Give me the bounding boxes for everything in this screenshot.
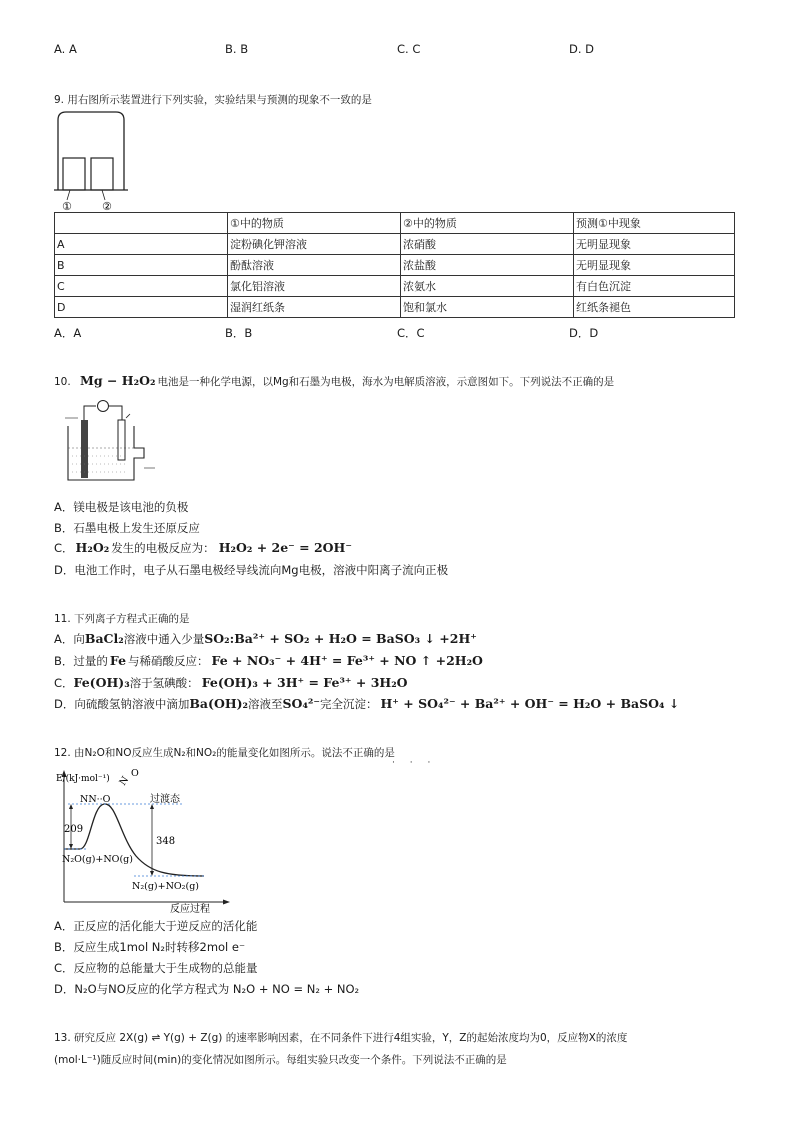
q11-option-c: C．Fe(OH)₃溶于氢碘酸： Fe(OH)₃ + 3H⁺ = Fe³⁺ + 3H₂O — [54, 675, 408, 690]
table-cell: 无明显现象 — [574, 255, 735, 276]
q10-option-c-equation: H₂O₂ + 2e⁻ = 2OH⁻ — [218, 540, 352, 555]
chart-ylabel: E/(kJ·mol⁻¹) — [56, 774, 110, 784]
table-row — [55, 276, 735, 297]
q10-option-c-formula: H₂O₂ — [75, 540, 110, 555]
q12-energy-diagram — [54, 764, 244, 914]
chart-xlabel: 反应过程 — [170, 904, 210, 914]
table-cell: 无明显现象 — [574, 234, 735, 255]
q9-stem: 9. 用右图所示装置进行下列实验，实验结果与预测的现象不一致的是 — [54, 94, 372, 106]
transition-state-o: O — [131, 768, 139, 779]
table-cell: 红纸条褪色 — [574, 297, 735, 318]
q9-option-a: A．A — [54, 326, 82, 340]
ea-reverse-label: 348 — [156, 836, 176, 847]
q10-option-c-prefix: C． — [54, 541, 74, 555]
energy-curve — [64, 804, 204, 876]
reactants-label: N₂O(g)+NO(g) — [62, 854, 133, 865]
q10-cell-diagram — [60, 396, 160, 488]
transition-state-n: N — [117, 774, 132, 788]
q9-apparatus-diagram — [54, 108, 134, 212]
q11-stem: 11. 下列离子方程式正确的是 — [54, 613, 190, 625]
q12-emphasis-dots: · · · — [392, 758, 437, 768]
q11-option-d: D．向硫酸氢钠溶液中滴加Ba(OH)₂溶液至SO₄²⁻完全沉淀： H⁺ + SO₄²⁻ + Ba²⁺ + OH⁻ = H₂O + BaSO₄ ↓ — [54, 696, 680, 711]
table-row — [55, 297, 735, 318]
q10-option-b: B．石墨电极上发生还原反应 — [54, 521, 200, 535]
table-cell: B — [55, 255, 228, 276]
table-header-cell: ②中的物质 — [401, 213, 574, 234]
table-header-row — [55, 213, 735, 234]
products-label: N₂(g)+NO₂(g) — [132, 881, 199, 892]
q10-option-c — [54, 540, 352, 556]
table-cell: 湿润红纸条 — [228, 297, 401, 318]
q12-stem: 12. 由N₂O和NO反应生成N₂和NO₂的能量变化如图所示。说法不正确的是 — [54, 747, 395, 759]
table-header-cell: 预测①中现象 — [574, 213, 735, 234]
table-cell: 氯化铝溶液 — [228, 276, 401, 297]
table-row — [55, 234, 735, 255]
table-cell: 有白色沉淀 — [574, 276, 735, 297]
q10-option-c-text: 发生的电极反应为： — [111, 541, 215, 555]
q8-option-a: A. A — [54, 42, 77, 56]
q12-option-d: D．N₂O与NO反应的化学方程式为 N₂O + NO = N₂ + NO₂ — [54, 982, 360, 996]
table-header-cell: ①中的物质 — [228, 213, 401, 234]
table-cell: 淀粉碘化钾溶液 — [228, 234, 401, 255]
q9-option-d: D．D — [569, 326, 599, 340]
q11-option-a: A．向BaCl₂溶液中通入少量SO₂:Ba²⁺ + SO₂ + H₂O = BaSO₃ ↓ +2H⁺ — [54, 631, 477, 646]
table-row — [55, 255, 735, 276]
table-cell: D — [55, 297, 228, 318]
q8-option-c: C. C — [397, 42, 421, 56]
q10-option-d: D．电池工作时，电子从石墨电极经导线流向Mg电极，溶液中阳离子流向正极 — [54, 563, 449, 577]
q12-option-b: B．反应生成1mol N₂时转移2mol e⁻ — [54, 940, 246, 954]
table-cell: C — [55, 276, 228, 297]
q10-stem — [54, 373, 614, 389]
table-cell: 浓盐酸 — [401, 255, 574, 276]
q9-option-c: C．C — [397, 326, 425, 340]
q10-option-a: A．镁电极是该电池的负极 — [54, 500, 189, 514]
q12-option-a: A．正反应的活化能大于逆反应的活化能 — [54, 919, 258, 933]
q9-option-b: B．B — [225, 326, 253, 340]
table-cell: 饱和氯水 — [401, 297, 574, 318]
table-cell: 浓硝酸 — [401, 234, 574, 255]
q13-stem-line1: 13. 研究反应 2X(g) ⇌ Y(g) + Z(g) 的速率影响因素，在不同条件下进行4组实验，Y，Z的起始浓度均为0，反应物X的浓度 — [54, 1032, 628, 1044]
q8-option-d: D. D — [569, 42, 595, 56]
q12-option-c: C．反应物的总能量大于生成物的总能量 — [54, 961, 258, 975]
q9-table — [54, 212, 735, 318]
table-cell: 酚酞溶液 — [228, 255, 401, 276]
apparatus-label-1: ① — [62, 200, 72, 212]
q8-option-b: B. B — [225, 42, 249, 56]
table-cell: A — [55, 234, 228, 255]
transition-state-label: 过渡态 — [150, 794, 180, 805]
q10-formula: Mg − H₂O₂ — [80, 373, 156, 388]
table-cell: 浓氨水 — [401, 276, 574, 297]
table-header-cell — [55, 213, 228, 234]
q10-number: 10. — [54, 376, 71, 388]
q10-stem-text: 电池是一种化学电源，以Mg和石墨为电极，海水为电解质溶液，示意图如下。下列说法不正确的是 — [157, 376, 615, 388]
q11-option-b: B．过量的 Fe 与稀硝酸反应： Fe + NO₃⁻ + 4H⁺ = Fe³⁺ + NO ↑ +2H₂O — [54, 653, 483, 668]
ea-forward-label: 209 — [64, 824, 84, 835]
q13-stem-line2: (mol·L⁻¹)随反应时间(min)的变化情况如图所示。每组实验只改变一个条件。下列说法不正确的是 — [54, 1054, 507, 1066]
apparatus-label-2: ② — [102, 200, 112, 212]
transition-state-species: NN··O — [80, 794, 111, 805]
